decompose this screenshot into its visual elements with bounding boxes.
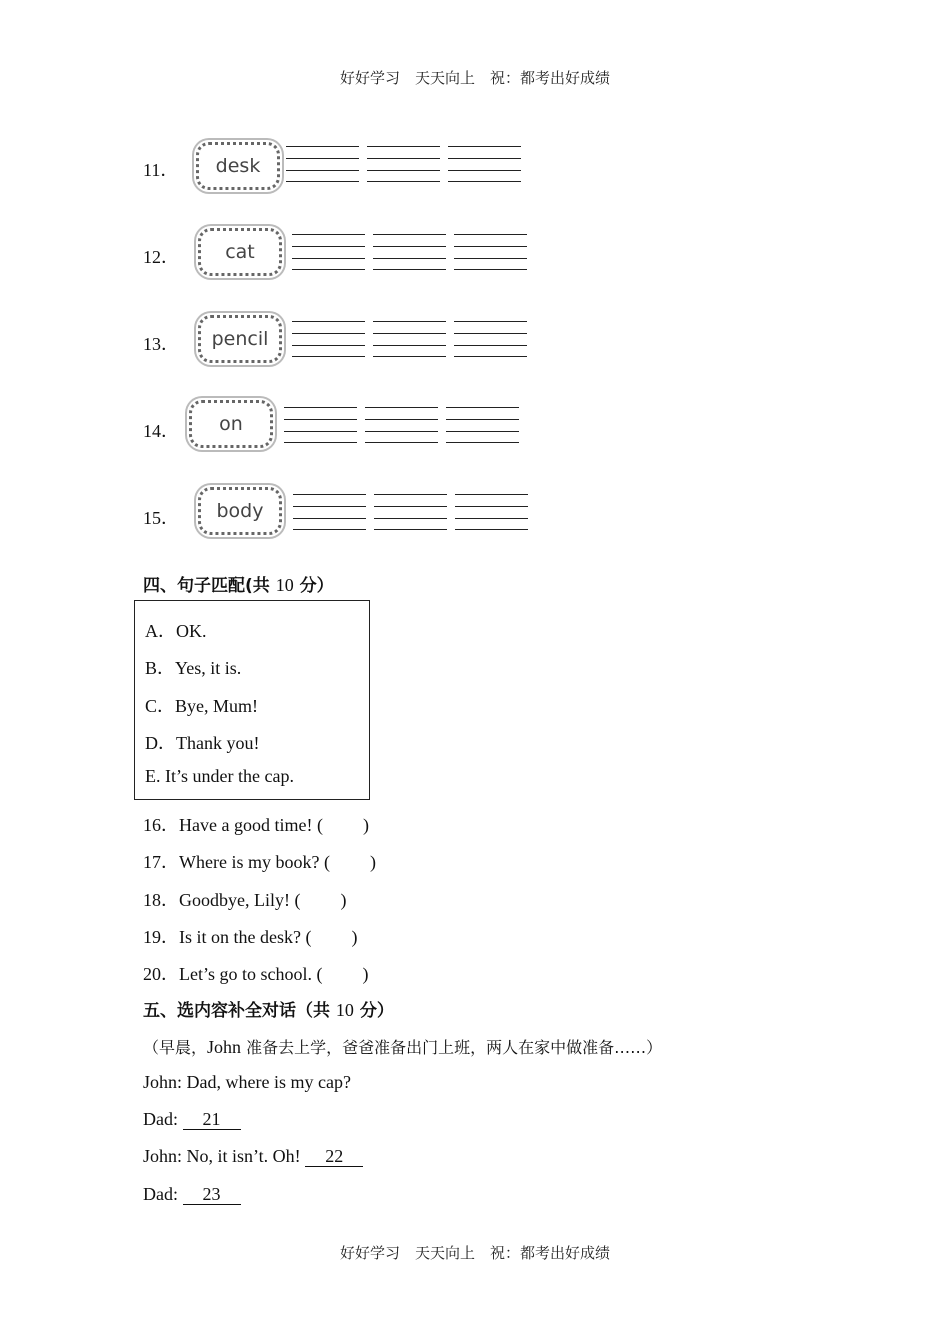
question-text: 19．Is it on the desk? (	[143, 927, 312, 947]
blank-22[interactable]: 22	[305, 1146, 363, 1167]
section-5-title	[143, 996, 394, 1021]
question-text: 17．Where is my book? (	[143, 852, 330, 872]
scene-note	[143, 1035, 662, 1058]
close-paren: )	[340, 890, 347, 910]
question-17	[143, 848, 376, 874]
close-paren: )	[351, 927, 358, 947]
section-4-title	[143, 571, 334, 596]
dialog-text: John: No, it isn’t. Oh!	[143, 1146, 306, 1166]
item-number: 11．	[143, 160, 179, 180]
note-name: John	[207, 1037, 242, 1057]
section-5-points: 10	[335, 1000, 354, 1020]
page-footer: 好好学习 天天向上 祝：都考出好成绩	[339, 1244, 610, 1262]
option-e: E. It’s under the cap.	[145, 766, 294, 786]
question-text: 20．Let’s go to school. (	[143, 964, 323, 984]
dialog-line	[143, 1146, 363, 1167]
section-5-title-text: 五、选内容补全对话（共	[143, 1001, 330, 1021]
item-number: 13．	[143, 334, 179, 354]
dialog-text: John: Dad, where is my cap?	[143, 1072, 351, 1092]
dialog-text: Dad:	[143, 1184, 183, 1204]
option-a: A．OK.	[145, 621, 207, 641]
dialog-line	[143, 1072, 351, 1093]
note-prefix: （早晨，	[143, 1038, 208, 1057]
section-4-title-text: 四、句子匹配(共	[143, 576, 270, 596]
dialog-text: Dad:	[143, 1109, 183, 1129]
word-card: body	[198, 487, 282, 535]
item-number: 12．	[143, 247, 179, 267]
question-18	[143, 886, 346, 912]
blank-21[interactable]: 21	[183, 1109, 241, 1130]
page-header: 好好学习 天天向上 祝：都考出好成绩	[339, 69, 610, 87]
options-box	[134, 600, 370, 800]
word-card: on	[189, 400, 273, 448]
section-5-unit: 分）	[359, 1001, 394, 1021]
word-card: cat	[198, 228, 282, 276]
dialog-line	[143, 1184, 241, 1205]
word-card: desk	[196, 142, 280, 190]
close-paren: )	[362, 815, 369, 835]
question-19	[143, 923, 357, 949]
word-item	[143, 483, 563, 545]
close-paren: )	[369, 852, 376, 872]
close-paren: )	[362, 964, 369, 984]
blank-23[interactable]: 23	[183, 1184, 241, 1205]
question-text: 18．Goodbye, Lily! (	[143, 890, 301, 910]
question-20	[143, 960, 368, 986]
note-rest: 准备去上学，爸爸准备出门上班，两人在家中做准备……）	[241, 1038, 663, 1057]
option-d: D．Thank you!	[145, 733, 260, 753]
word-item	[143, 224, 563, 286]
word-item	[143, 138, 563, 200]
question-text: 16．Have a good time! (	[143, 815, 323, 835]
word-card: pencil	[198, 315, 282, 363]
question-16	[143, 811, 369, 837]
item-number: 14．	[143, 421, 179, 441]
option-b: B．Yes, it is.	[145, 658, 242, 678]
dialog-line	[143, 1109, 241, 1130]
word-item	[143, 396, 563, 458]
item-number: 15．	[143, 508, 179, 528]
section-4-points: 10	[275, 575, 294, 595]
word-item	[143, 311, 563, 373]
section-4-unit: 分）	[299, 576, 334, 596]
option-c: C．Bye, Mum!	[145, 696, 259, 716]
